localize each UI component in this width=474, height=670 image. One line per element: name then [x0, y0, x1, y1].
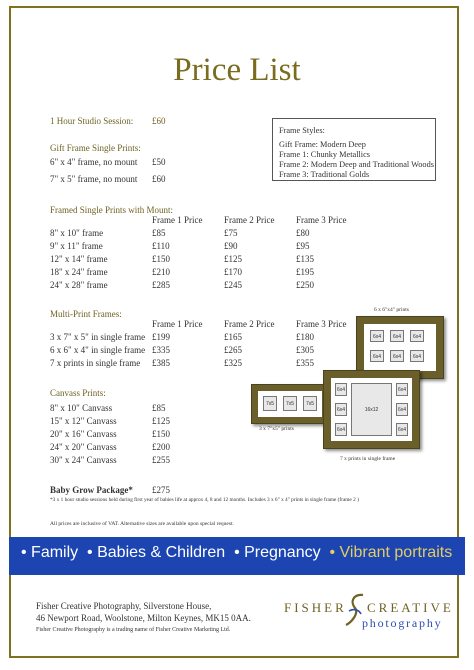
multi-price: £355 — [296, 358, 314, 368]
logo-fisher: FISHER — [284, 600, 347, 615]
gift-row-price: £50 — [152, 157, 166, 167]
photo-cell: 7x5 — [263, 396, 277, 411]
framed-col-header: Frame 1 Price — [152, 215, 203, 225]
framed-col-header: Frame 2 Price — [224, 215, 275, 225]
baby-label: Baby Grow Package* — [50, 485, 133, 495]
baby-price: £275 — [152, 485, 170, 495]
category-banner — [9, 537, 465, 575]
canvas-row-label: 8" x 10" Canvass — [50, 403, 113, 413]
frame-style-line: Frame 1: Chunky Metallics — [279, 150, 371, 159]
framed-price: £250 — [296, 280, 314, 290]
canvas-price: £125 — [152, 416, 170, 426]
logo-photography: photography — [362, 616, 443, 630]
multi-price: £335 — [152, 345, 170, 355]
canvas-row-label: 15" x 12" Canvass — [50, 416, 117, 426]
photo-cell: 16x12 — [351, 383, 392, 436]
framed-heading: Framed Single Prints with Mount: — [50, 205, 174, 215]
framed-row-label: 18" x 24" frame — [50, 267, 108, 277]
photo-cell: 6x4 — [370, 330, 384, 342]
frame-styles-heading: Frame Styles: — [279, 126, 325, 135]
photo-cell: 7x5 — [303, 396, 317, 411]
canvas-price: £150 — [152, 429, 170, 439]
multi-row-label: 3 x 7" x 5" in single frame — [50, 332, 146, 342]
studio-label: 1 Hour Studio Session: — [50, 116, 134, 126]
photo-cell: 6x4 — [335, 423, 347, 436]
multi-col-header: Frame 3 Price — [296, 319, 347, 329]
framed-col-header: Frame 3 Price — [296, 215, 347, 225]
multi-price: £305 — [296, 345, 314, 355]
footer-address-line2: 46 Newport Road, Woolstone, Milton Keynes, MK15 0AA. — [36, 613, 251, 623]
footer-trading-note: Fisher Creative Photography is a trading name of Fisher Creative Marketing Ltd. — [36, 627, 231, 633]
photo-cell: 6x4 — [335, 403, 347, 416]
photo-cell: 6x4 — [410, 350, 424, 362]
frame-6x4-caption: 6 x 6"x4" prints — [374, 307, 409, 313]
framed-price: £85 — [152, 228, 166, 238]
canvas-price: £85 — [152, 403, 166, 413]
frame-7-caption: 7 x prints in single frame — [340, 456, 396, 462]
multi-row-label: 6 x 6" x 4" in single frame — [50, 345, 146, 355]
multi-price: £265 — [224, 345, 242, 355]
photo-cell: 6x4 — [335, 383, 347, 396]
framed-row-label: 8" x 10" frame — [50, 228, 104, 238]
logo-swirl-icon — [343, 592, 367, 628]
multi-price: £199 — [152, 332, 170, 342]
gift-heading: Gift Frame Single Prints: — [50, 143, 141, 153]
photo-cell: 6x4 — [390, 330, 404, 342]
framed-price: £285 — [152, 280, 170, 290]
gift-row-price: £60 — [152, 174, 166, 184]
multi-price: £165 — [224, 332, 242, 342]
canvas-heading: Canvass Prints: — [50, 388, 106, 398]
multi-price: £385 — [152, 358, 170, 368]
gift-row-label: 6" x 4" frame, no mount — [50, 157, 138, 167]
canvas-price: £255 — [152, 455, 170, 465]
framed-price: £210 — [152, 267, 170, 277]
canvas-row-label: 20" x 16" Canvass — [50, 429, 117, 439]
photo-cell: 6x4 — [410, 330, 424, 342]
logo-creative: CREATIVE — [367, 600, 454, 615]
framed-price: £150 — [152, 254, 170, 264]
photo-cell: 6x4 — [396, 423, 408, 436]
frame-style-line: Gift Frame: Modern Deep — [279, 140, 366, 149]
framed-price: £195 — [296, 267, 314, 277]
framed-price: £125 — [224, 254, 242, 264]
baby-note: *3 x 1 hour studio sessions held during first year of babies life at approx 4, 8 and 12 months. Includes 3 x 6" x 4" prints in single frame (frame 2 ) — [50, 497, 359, 503]
frame-7x5-caption: 3 x 7"x5" prints — [259, 426, 294, 432]
framed-price: £75 — [224, 228, 238, 238]
multi-heading: Multi-Print Frames: — [50, 309, 122, 319]
framed-row-label: 24" x 28" frame — [50, 280, 108, 290]
photo-cell: 6x4 — [370, 350, 384, 362]
photo-cell: 6x4 — [396, 383, 408, 396]
page-title: Price List — [173, 52, 301, 88]
frame-style-line: Frame 3: Traditional Golds — [279, 170, 370, 179]
framed-price: £90 — [224, 241, 238, 251]
multi-row-label: 7 x prints in single frame — [50, 358, 141, 368]
framed-price: £135 — [296, 254, 314, 264]
photo-cell: 6x4 — [396, 403, 408, 416]
multi-col-header: Frame 1 Price — [152, 319, 203, 329]
multi-price: £180 — [296, 332, 314, 342]
framed-price: £245 — [224, 280, 242, 290]
frame-7-image — [323, 370, 420, 449]
footer-address-line1: Fisher Creative Photography, Silverstone House, — [36, 601, 212, 611]
framed-price: £170 — [224, 267, 242, 277]
banner-item-pregnancy: • Pregnancy — [234, 544, 321, 561]
framed-row-label: 12" x 14" frame — [50, 254, 108, 264]
multi-col-header: Frame 2 Price — [224, 319, 275, 329]
studio-price: £60 — [152, 116, 166, 126]
banner-item-vibrant: • Vibrant portraits — [329, 544, 453, 561]
gift-row-label: 7" x 5" frame, no mount — [50, 174, 138, 184]
photo-cell: 6x4 — [390, 350, 404, 362]
framed-price: £95 — [296, 241, 310, 251]
banner-item-family: • Family — [21, 544, 79, 561]
frame-7x5-image — [251, 384, 329, 424]
framed-price: £80 — [296, 228, 310, 238]
vat-note: All prices are inclusive of VAT. Alternative sizes are available upon special request. — [50, 521, 234, 527]
canvas-row-label: 30" x 24" Canvass — [50, 455, 117, 465]
framed-row-label: 9" x 11" frame — [50, 241, 103, 251]
canvas-price: £200 — [152, 442, 170, 452]
banner-item-babies: • Babies & Children — [87, 544, 226, 561]
photo-cell: 7x5 — [283, 396, 297, 411]
framed-price: £110 — [152, 241, 170, 251]
frame-style-line: Frame 2: Modern Deep and Traditional Woods — [279, 160, 434, 169]
canvas-row-label: 24" x 20" Canvass — [50, 442, 117, 452]
multi-price: £325 — [224, 358, 242, 368]
